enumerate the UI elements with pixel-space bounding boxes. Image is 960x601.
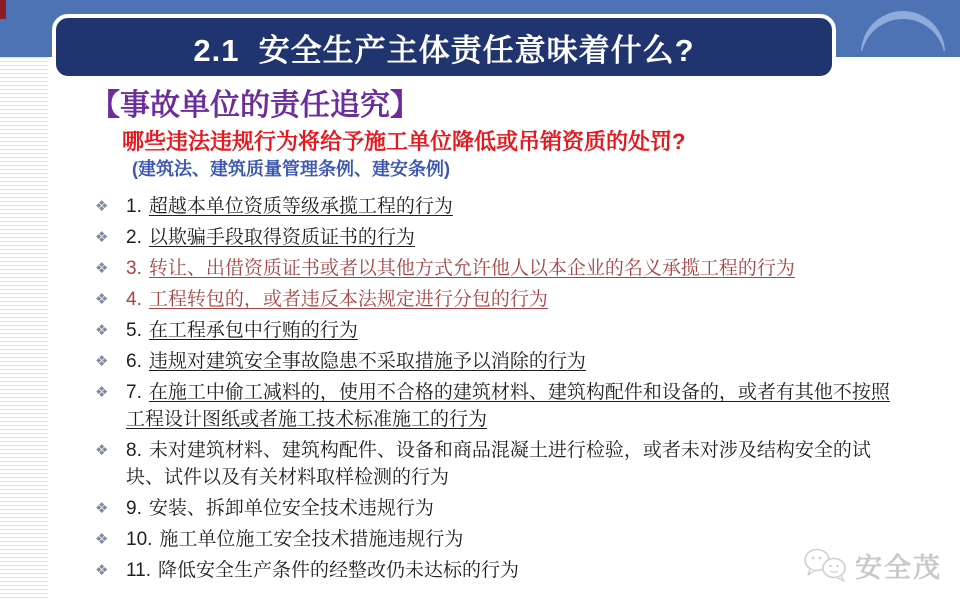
list-item-text: 8. 未对建筑材料、建筑构配件、设备和商品混凝土进行检验，或者未对涉及结构安全的试块、试件以及有关材料取样检测的行为 xyxy=(126,440,871,488)
chat-bubbles-icon xyxy=(803,547,849,585)
list-item xyxy=(84,557,906,584)
legal-references: (建筑法、建筑质量管理条例、建安条例) xyxy=(132,159,450,179)
corner-accent-mark xyxy=(0,0,6,19)
list-item-text: 5. 在工程承包中行贿的行为 xyxy=(126,320,358,341)
list-item xyxy=(84,317,906,344)
diamond-bullet-icon: ❖ xyxy=(95,531,109,548)
list-item xyxy=(84,255,906,282)
list-item-text: 6. 违规对建筑安全事故隐患不采取措施予以消除的行为 xyxy=(126,351,586,372)
list-item-text: 7. 在施工中偷工减料的，使用不合格的建筑材料、建筑构配件和设备的，或者有其他不按照工程设计图纸或者施工技术标准施工的行为 xyxy=(126,382,890,430)
list-item xyxy=(84,495,906,522)
list-item xyxy=(84,193,906,220)
list-item-text: 9. 安装、拆卸单位安全技术违规行为 xyxy=(126,498,434,519)
crescent-arc-decoration xyxy=(861,11,945,51)
slide-content xyxy=(84,88,906,588)
list-item xyxy=(84,286,906,313)
list-item xyxy=(84,379,906,433)
diamond-bullet-icon: ❖ xyxy=(95,291,109,308)
list-item-text: 11. 降低安全生产条件的经整改仍未达标的行为 xyxy=(126,560,520,581)
diamond-bullet-icon: ❖ xyxy=(95,260,109,277)
left-striped-margin xyxy=(0,57,48,601)
diamond-bullet-icon: ❖ xyxy=(95,442,109,459)
question-subheading: 哪些违法违规行为将给予施工单位降低或吊销资质的处罚? xyxy=(122,129,686,154)
list-item xyxy=(84,526,906,553)
violation-list xyxy=(84,193,906,584)
diamond-bullet-icon: ❖ xyxy=(95,500,109,517)
diamond-bullet-icon: ❖ xyxy=(95,229,109,246)
diamond-bullet-icon: ❖ xyxy=(95,562,109,579)
diamond-bullet-icon: ❖ xyxy=(95,353,109,370)
list-item xyxy=(84,437,906,491)
section-heading: 【事故单位的责任追究】 xyxy=(90,89,420,122)
list-item xyxy=(84,348,906,375)
list-item-text: 1. 超越本单位资质等级承揽工程的行为 xyxy=(126,196,453,217)
diamond-bullet-icon: ❖ xyxy=(95,322,109,339)
watermark xyxy=(803,546,942,585)
slide-title-box xyxy=(52,14,836,80)
list-item-text: 3. 转让、出借资质证书或者以其他方式允许他人以本企业的名义承揽工程的行为 xyxy=(126,258,795,279)
list-item-text: 10. 施工单位施工安全技术措施违规行为 xyxy=(126,529,464,550)
slide-title: 2.1 安全生产主体责任意味着什么? xyxy=(193,32,695,68)
list-item-text: 4. 工程转包的，或者违反本法规定进行分包的行为 xyxy=(126,289,548,310)
diamond-bullet-icon: ❖ xyxy=(95,198,109,215)
watermark-text: 安全茂 xyxy=(855,553,942,583)
list-item xyxy=(84,224,906,251)
list-item-text: 2. 以欺骗手段取得资质证书的行为 xyxy=(126,227,415,248)
diamond-bullet-icon: ❖ xyxy=(95,384,109,401)
